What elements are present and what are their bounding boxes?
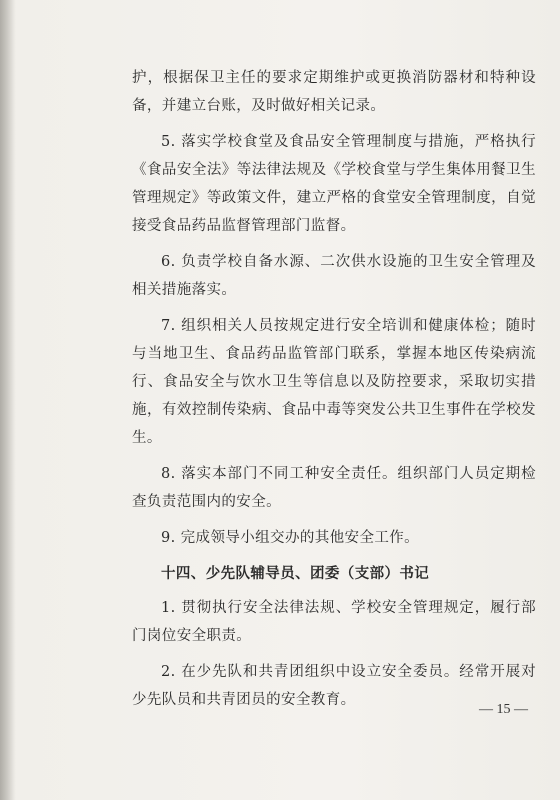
section-paragraph-item-2: 2. 在少先队和共青团组织中设立安全委员。经常开展对少先队员和共青团员的安全教育。 [132, 664, 536, 708]
paragraph-item-9: 9. 完成领导小组交办的其他安全工作。 [161, 530, 420, 546]
section-paragraph-item-1: 1. 贯彻执行安全法律法规、学校安全管理规定，履行部门岗位安全职责。 [132, 600, 536, 644]
paragraph-item-7: 7. 组织相关人员按规定进行安全培训和健康体检；随时与当地卫生、食品药品监管部门联系，掌握本地区传染病流行、食品安全与饮水卫生等信息以及防控要求，采取切实措施，有效控制传染病、食品中毒等突发公共卫生事件在学校发生。 [132, 318, 536, 446]
binding-shadow [0, 0, 16, 800]
paragraph-item-8: 8. 落实本部门不同工种安全责任。组织部门人员定期检查负责范围内的安全。 [132, 466, 536, 510]
section-heading: 十四、少先队辅导员、团委（支部）书记 [161, 566, 430, 582]
page-number: — 15 — [479, 702, 528, 717]
document-body [132, 64, 536, 722]
paragraph-item-6: 6. 负责学校自备水源、二次供水设施的卫生安全管理及相关措施落实。 [132, 254, 536, 298]
paragraph-item-5: 5. 落实学校食堂及食品安全管理制度与措施，严格执行《食品安全法》等法律法规及《学校食堂与学生集体用餐卫生管理规定》等政策文件，建立严格的食堂安全管理制度，自觉接受食品药品监督管理部门监督。 [132, 134, 536, 234]
paragraph-continuation: 护，根据保卫主任的要求定期维护或更换消防器材和特种设备，并建立台账，及时做好相关记录。 [132, 70, 536, 114]
